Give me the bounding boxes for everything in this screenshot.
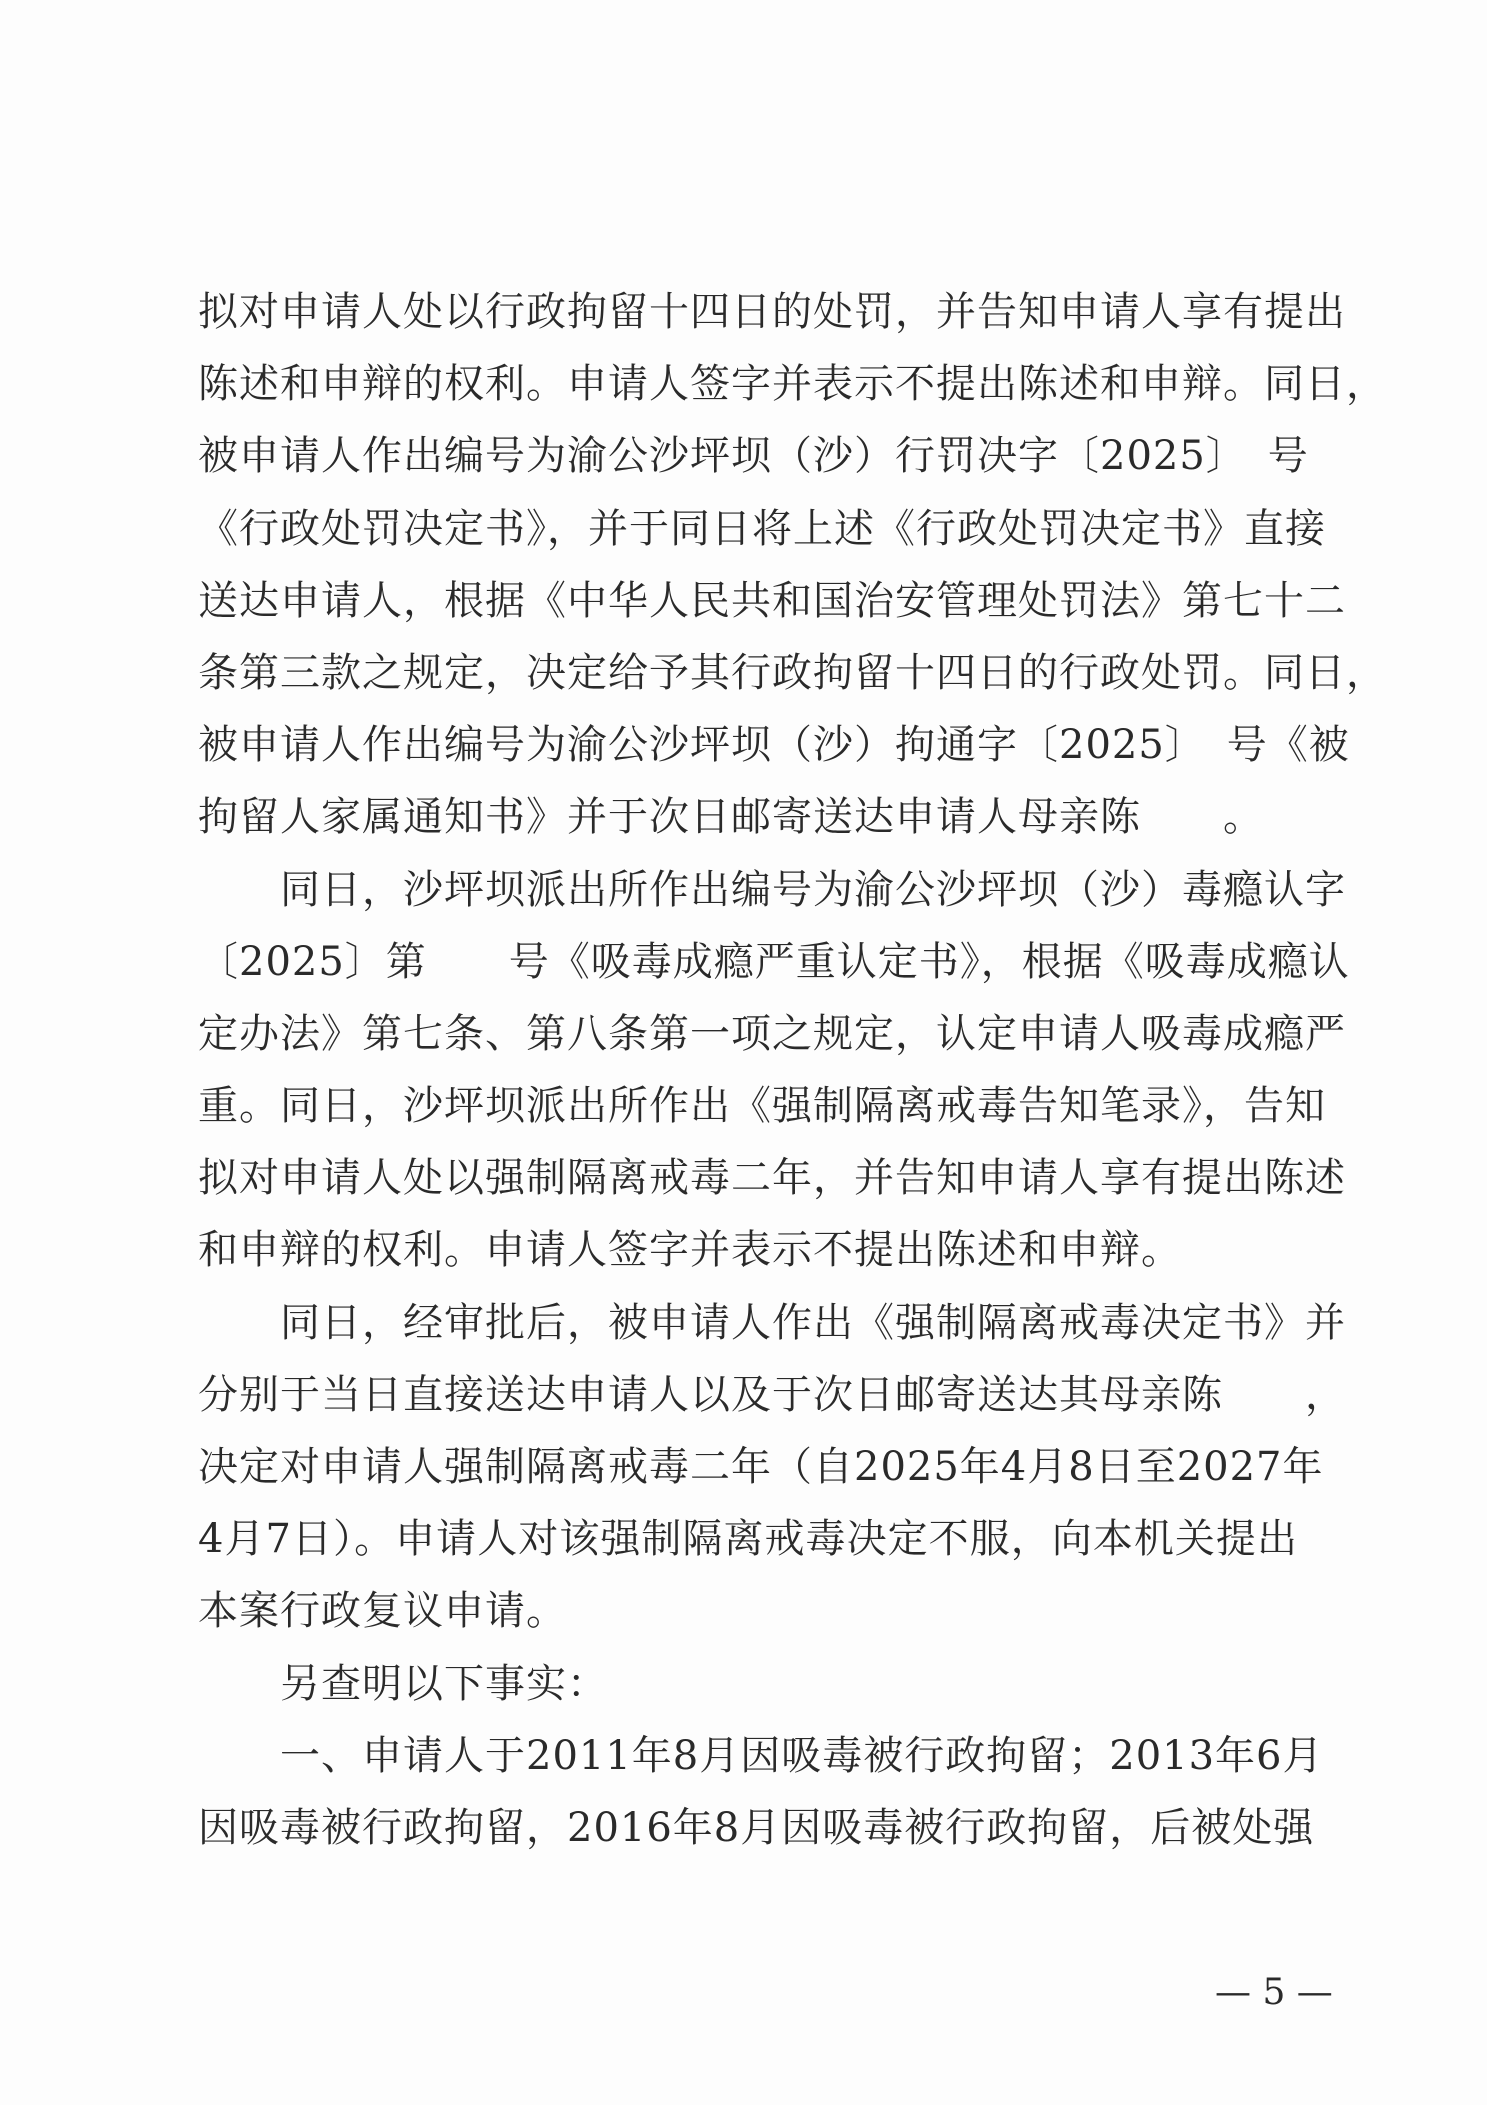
text-line: 同日，沙坪坝派出所作出编号为渝公沙坪坝（沙）毒瘾认字 — [198, 866, 1346, 913]
document-body — [198, 276, 1387, 1864]
text-line: 送达申请人，根据《中华人民共和国治安管理处罚法》第七十二 — [198, 577, 1346, 624]
text-line: 《行政处罚决定书》，并于同日将上述《行政处罚决定书》直接 — [198, 505, 1326, 552]
text-line: 因吸毒被行政拘留，2016年8月因吸毒被行政拘留，后被处强 — [198, 1804, 1315, 1851]
text-line: 4月7日）。申请人对该强制隔离戒毒决定不服，向本机关提出 — [198, 1516, 1298, 1563]
text-line: 决定对申请人强制隔离戒毒二年（自2025年4月8日至2027年 — [198, 1444, 1324, 1490]
text-line: 被申请人作出编号为渝公沙坪坝（沙）拘通字〔2025〕 号《被 — [198, 722, 1350, 769]
text-line: 同日，经审批后，被申请人作出《强制隔离戒毒决定书》并 — [198, 1299, 1346, 1346]
text-line: 条第三款之规定，决定给予其行政拘留十四日的行政处罚。同日， — [198, 649, 1387, 696]
text-line: 和申辩的权利。申请人签字并表示不提出陈述和申辩。 — [198, 1227, 1182, 1274]
text-line: 被申请人作出编号为渝公沙坪坝（沙）行罚决字〔2025〕 号 — [198, 433, 1309, 480]
text-line: 拟对申请人处以强制隔离戒毒二年，并告知申请人享有提出陈述 — [198, 1155, 1346, 1202]
text-line: 陈述和申辩的权利。申请人签字并表示不提出陈述和申辩。同日， — [198, 361, 1387, 408]
text-line: 重。同日，沙坪坝派出所作出《强制隔离戒毒告知笔录》，告知 — [198, 1083, 1326, 1130]
text-line: 定办法》第七条、第八条第一项之规定，认定申请人吸毒成瘾严 — [198, 1010, 1346, 1057]
text-line: 拟对申请人处以行政拘留十四日的处罚，并告知申请人享有提出 — [198, 289, 1346, 335]
text-line: 〔2025〕第 号《吸毒成瘾严重认定书》，根据《吸毒成瘾认 — [198, 938, 1350, 985]
text-line: 分别于当日直接送达申请人以及于次日邮寄送达其母亲陈 ， — [198, 1371, 1346, 1418]
text-line: 一、申请人于2011年8月因吸毒被行政拘留；2013年6月 — [198, 1732, 1324, 1779]
text-line: 另查明以下事实： — [198, 1660, 608, 1707]
page-number: — 5 — — [1215, 1972, 1333, 2013]
text-line: 本案行政复议申请。 — [198, 1588, 567, 1635]
text-line: 拘留人家属通知书》并于次日邮寄送达申请人母亲陈 。 — [198, 794, 1264, 841]
